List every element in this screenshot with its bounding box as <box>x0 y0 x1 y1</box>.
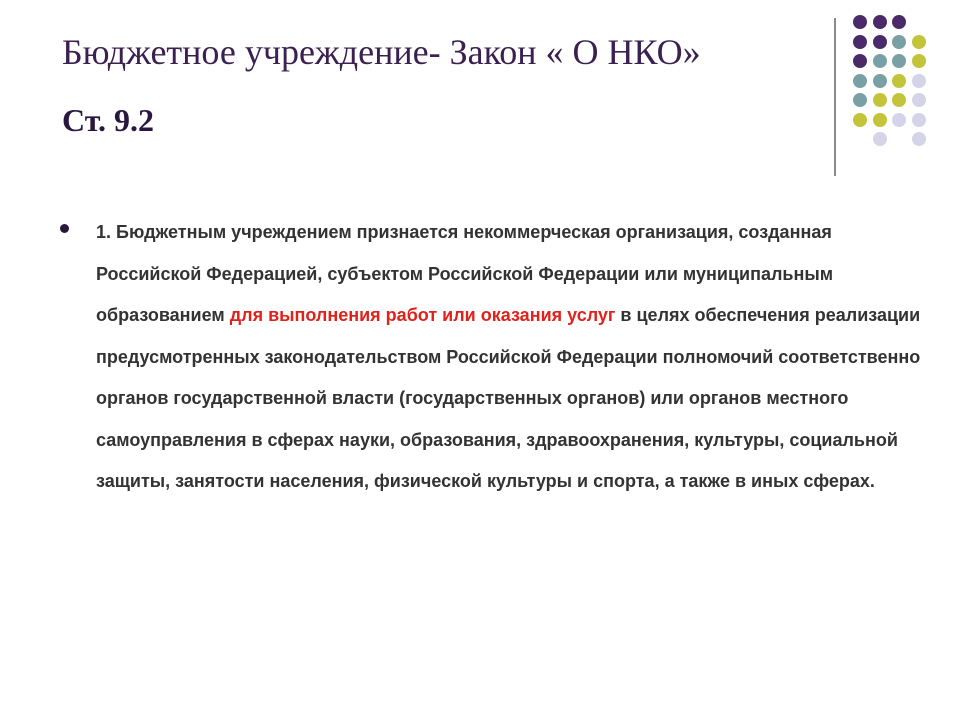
dot-olive <box>873 113 887 127</box>
slide-subtitle: Ст. 9.2 <box>62 102 154 138</box>
bullet-item <box>60 212 920 503</box>
dot-lavender <box>912 113 926 127</box>
dot-lavender <box>873 132 887 146</box>
content-area <box>60 212 920 503</box>
dot-teal <box>873 54 887 68</box>
slide-title: Бюджетное учреждение- Закон « О НКО» <box>62 32 701 72</box>
body-text-start: 1. Бюджетным учреждением признается некоммерческая организация, созданная Российской Федерацией, субъектом Российской Федерации или муниципальным образованием <box>96 222 834 325</box>
dot-teal <box>892 35 906 49</box>
dot-purple <box>873 15 887 29</box>
dot-olive <box>912 35 926 49</box>
highlighted-text: для выполнения работ или оказания услуг <box>229 305 616 325</box>
dot-olive <box>853 113 867 127</box>
dot-purple <box>853 15 867 29</box>
dot-lavender <box>912 93 926 107</box>
dot-lavender <box>912 74 926 88</box>
dot-olive <box>892 93 906 107</box>
dot-teal <box>892 54 906 68</box>
dot-purple <box>873 35 887 49</box>
dot-purple <box>892 15 906 29</box>
dot-teal <box>873 74 887 88</box>
dot-purple <box>853 35 867 49</box>
bullet-icon <box>60 224 69 233</box>
decorative-dot-grid <box>0 0 960 180</box>
bullet-text <box>96 212 926 503</box>
dot-teal <box>853 74 867 88</box>
dot-purple <box>853 54 867 68</box>
dot-lavender <box>912 132 926 146</box>
vertical-divider <box>834 18 836 176</box>
dot-lavender <box>892 113 906 127</box>
dot-olive <box>912 54 926 68</box>
dot-olive <box>873 93 887 107</box>
dot-teal <box>853 93 867 107</box>
body-text-end: в целях обеспечения реализации предусмотренных законодательством Российской Федерации полномочий соответственно органов государственной власти (государственных органов) или органов местного самоуправления в сферах науки, образования, здравоохранения, культуры, социальной защиты, занятости населения, физической культуры и спорта, а также в иных сферах. <box>96 305 921 491</box>
dot-olive <box>892 74 906 88</box>
